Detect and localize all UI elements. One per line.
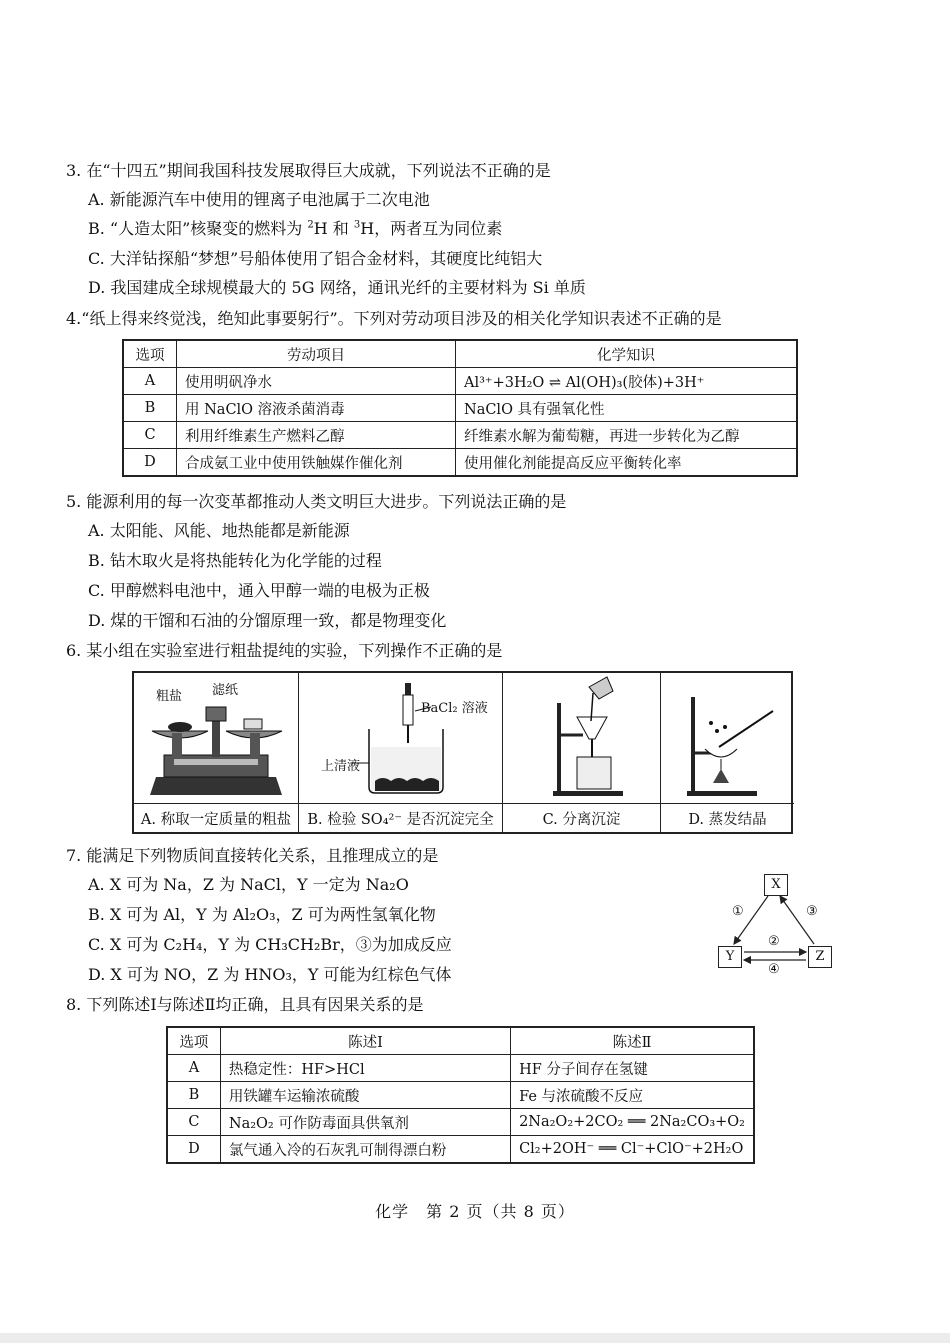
table-cell: Al³⁺+3H₂O ⇌ Al(OH)₃(胶体)+3H⁺ (456, 368, 798, 395)
arrow-label-1: ① (732, 904, 744, 919)
q7-conversion-diagram (716, 872, 836, 977)
table-header-cell: 选项 (123, 340, 177, 368)
q5-option-c: C. 甲醇燃料电池中，通入甲醇一端的电极为正极 (88, 581, 430, 600)
table-cell: 氯气通入冷的石灰乳可制得漂白粉 (220, 1136, 510, 1164)
table-cell: Cl₂+2OH⁻ ══ Cl⁻+ClO⁻+2H₂O (511, 1136, 754, 1164)
table-cell: 利用纤维素生产燃料乙醇 (177, 422, 456, 449)
caption-b: B. 检验 SO₄²⁻ 是否沉淀完全 (299, 803, 502, 832)
caption-c: C. 分离沉淀 (503, 803, 660, 832)
table-cell: B (167, 1082, 220, 1109)
arrow-label-3: ③ (806, 904, 818, 919)
table-row (167, 1082, 754, 1109)
q8-stem: 8. 下列陈述Ⅰ与陈述Ⅱ均正确，且具有因果关系的是 (66, 995, 424, 1014)
table-cell: B (123, 395, 177, 422)
table-header-cell: 选项 (167, 1027, 220, 1055)
table-cell: A (123, 368, 177, 395)
table-cell: 2Na₂O₂+2CO₂ ══ 2Na₂CO₃+O₂ (511, 1109, 754, 1136)
table-row (123, 395, 797, 422)
table-cell: C (123, 422, 177, 449)
figure-b (299, 673, 503, 832)
figure-d (661, 673, 794, 832)
table-cell: A (167, 1055, 220, 1082)
q4-table (122, 339, 798, 477)
caption-d: D. 蒸发结晶 (661, 803, 794, 832)
label-supernatant: 上清液 (321, 759, 361, 774)
node-x: X (764, 874, 788, 896)
caption-a: A. 称取一定质量的粗盐 (134, 803, 298, 832)
table-header-cell: 化学知识 (456, 340, 798, 368)
node-y: Y (718, 946, 742, 968)
table-header-cell: 劳动项目 (177, 340, 456, 368)
q8-table (166, 1026, 755, 1164)
q5-option-a: A. 太阳能、风能、地热能都是新能源 (88, 521, 350, 540)
q5-stem: 5. 能源利用的每一次变革都推动人类文明巨大进步。下列说法正确的是 (66, 492, 567, 511)
q5-option-b: B. 钻木取火是将热能转化为化学能的过程 (88, 551, 382, 570)
table-cell: Na₂O₂ 可作防毒面具供氧剂 (220, 1109, 510, 1136)
q7-stem: 7. 能满足下列物质间直接转化关系，且推理成立的是 (66, 846, 439, 865)
table-header-cell: 陈述Ⅰ (220, 1027, 510, 1055)
q6-stem: 6. 某小组在实验室进行粗盐提纯的实验，下列操作不正确的是 (66, 641, 503, 660)
table-cell: C (167, 1109, 220, 1136)
table-header-cell: 陈述Ⅱ (511, 1027, 754, 1055)
label-bacl2: BaCl₂ 溶液 (421, 701, 488, 716)
q5-option-d: D. 煤的干馏和石油的分馏原理一致，都是物理变化 (88, 611, 447, 630)
q4-stem: 4.“纸上得来终觉浅，绝知此事要躬行”。下列对劳动项目涉及的相关化学知识表述不正确的是 (66, 309, 722, 328)
figure-c (503, 673, 661, 832)
bottom-edge (0, 1333, 950, 1343)
table-row (123, 368, 797, 395)
evaporation-illustration (661, 673, 794, 799)
q3-stem: 3. 在“十四五”期间我国科技发展取得巨大成就，下列说法不正确的是 (66, 161, 551, 180)
table-header-row (123, 340, 797, 368)
label-filter-paper: 滤纸 (212, 683, 239, 698)
table-cell: 用铁罐车运输浓硫酸 (220, 1082, 510, 1109)
q7-option-a: A. X 可为 Na，Z 为 NaCl，Y 一定为 Na₂O (88, 875, 409, 894)
table-header-row (167, 1027, 754, 1055)
label-salt: 粗盐 (156, 689, 183, 704)
page-footer: 化学 第 2 页（共 8 页） (375, 1202, 575, 1221)
table-cell: D (123, 449, 177, 477)
table-row (167, 1109, 754, 1136)
q3-option-a: A. 新能源汽车中使用的锂离子电池属于二次电池 (88, 190, 430, 209)
beaker-dropper-illustration (299, 673, 502, 799)
q3-option-c: C. 大洋钻探船“梦想”号船体使用了铝合金材料，其硬度比纯铝大 (88, 249, 543, 268)
arrow-label-2: ② (768, 934, 780, 949)
table-row (167, 1136, 754, 1164)
filtration-illustration (503, 673, 660, 799)
table-cell: D (167, 1136, 220, 1164)
table-cell: 用 NaClO 溶液杀菌消毒 (177, 395, 456, 422)
q7-option-b: B. X 可为 Al，Y 为 Al₂O₃，Z 可为两性氢氧化物 (88, 905, 436, 924)
table-cell: 使用明矾净水 (177, 368, 456, 395)
q6-figure-row (132, 671, 793, 834)
q7-option-c: C. X 可为 C₂H₄，Y 为 CH₃CH₂Br，③为加成反应 (88, 935, 452, 954)
table-cell: 纤维素水解为葡萄糖，再进一步转化为乙醇 (456, 422, 798, 449)
q3-option-b: B. “人造太阳”核聚变的燃料为 $^2$H 和 $^3$H，两者互为同位素 (88, 219, 503, 238)
table-cell: 热稳定性：HF>HCl (220, 1055, 510, 1082)
table-cell: NaClO 具有强氧化性 (456, 395, 798, 422)
table-cell: 使用催化剂能提高反应平衡转化率 (456, 449, 798, 477)
table-row (167, 1055, 754, 1082)
q3-option-d: D. 我国建成全球规模最大的 5G 网络，通讯光纤的主要材料为 Si 单质 (88, 278, 586, 297)
table-cell: HF 分子间存在氢键 (511, 1055, 754, 1082)
q7-option-d: D. X 可为 NO，Z 为 HNO₃，Y 可能为红棕色气体 (88, 965, 452, 984)
table-cell: Fe 与浓硫酸不反应 (511, 1082, 754, 1109)
figure-a (134, 673, 299, 832)
node-z: Z (808, 946, 832, 968)
arrow-label-4: ④ (768, 962, 780, 977)
table-row (123, 449, 797, 477)
table-row (123, 422, 797, 449)
table-cell: 合成氨工业中使用铁触媒作催化剂 (177, 449, 456, 477)
